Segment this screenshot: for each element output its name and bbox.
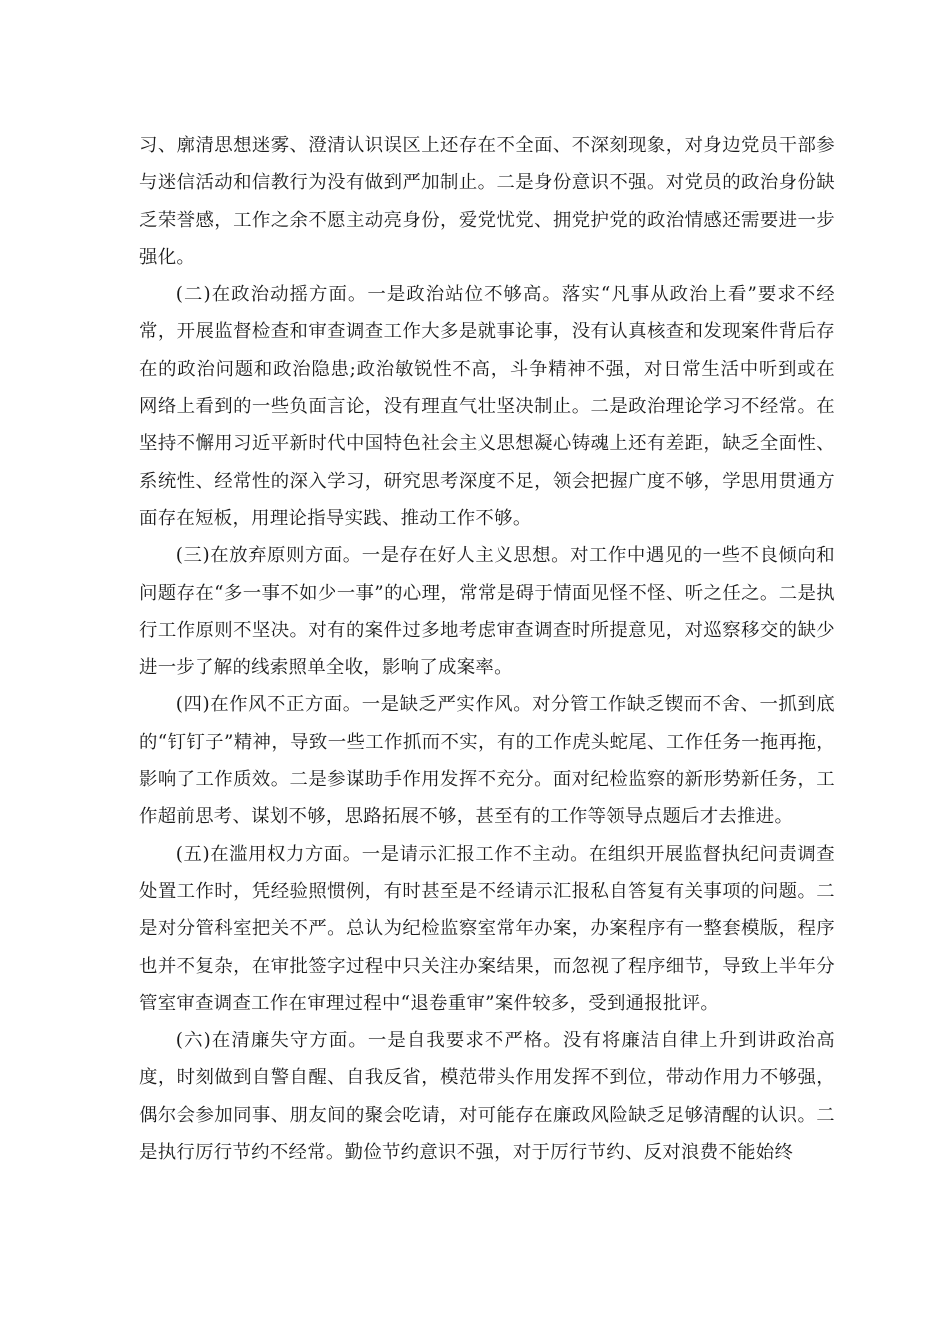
paragraph-improper-conduct: (四)在作风不正方面。一是缺乏严实作风。对分管工作缺乏锲而不舍、一抓到底的“钉钉子”精神，导致一些工作抓而不实，有的工作虎头蛇尾、工作任务一拖再拖，影响了工作质效。二是参谋助手作用发挥不充分。面对纪检监察的新形势新任务，工作超前思考、谋划不够，思路拓展不够，甚至有的工作等领导点题后才去推进。: [139, 694, 835, 828]
paragraph-political-wavering: (二)在政治动摇方面。一是政治站位不够高。落实“凡事从政治上看”要求不经常，开展监督检查和审查调查工作大多是就事论事，没有认真核查和发现案件背后存在的政治问题和政治隐患;政治敏锐性不高，斗争精神不强，对日常生活中听到或在网络上看到的一些负面言论，没有理直气壮坚决制止。二是政治理论学习不经常。在坚持不懈用习近平新时代中国特色社会主义思想凝心铸魂上还有差距，缺乏全面性、系统性、经常性的深入学习，研究思考深度不足，领会把握广度不够，学思用贯通方面存在短板，用理论指导实践、推动工作不够。: [139, 284, 835, 529]
paragraph-continuation: 习、廓清思想迷雾、澄清认识误区上还存在不全面、不深刻现象，对身边党员干部参与迷信活动和信教行为没有做到严加制止。二是身份意识不强。对党员的政治身份缺乏荣誉感，工作之余不愿主动亮身份，爱党忧党、拥党护党的政治情感还需要进一步强化。: [139, 135, 835, 268]
paragraph-abuse-of-power: (五)在滥用权力方面。一是请示汇报工作不主动。在组织开展监督执纪问责调查处置工作时，凭经验照惯例，有时甚至是不经请示汇报私自答复有关事项的问题。二是对分管科室把关不严。总认为纪检监察室常年办案，办案程序有一整套模版，程序也并不复杂，在审批签字过程中只关注办案结果，而忽视了程序细节，导致上半年分管室审查调查工作在审理过程中“退卷重审”案件较多，受到通报批评。: [139, 843, 835, 1014]
paragraph-integrity-lapse: (六)在清廉失守方面。一是自我要求不严格。没有将廉洁自律上升到讲政治高度，时刻做到自警自醒、自我反省，模范带头作用发挥不到位，带动作用力不够强，偶尔会参加同事、朋友间的聚会吃请，对可能存在廉政风险缺乏足够清醒的认识。二是执行厉行节约不经常。勤俭节约意识不强，对于厉行节约、反对浪费不能始终: [139, 1030, 835, 1164]
paragraph-abandoning-principles: (三)在放弃原则方面。一是存在好人主义思想。对工作中遇见的一些不良倾向和问题存在“多一事不如少一事”的心理，常常是碍于情面见怪不怪、听之任之。二是执行工作原则不坚决。对有的案件过多地考虑审查调查时所提意见，对巡察移交的缺少进一步了解的线索照单全收，影响了成案率。: [139, 545, 835, 679]
document-body: [139, 127, 835, 1171]
